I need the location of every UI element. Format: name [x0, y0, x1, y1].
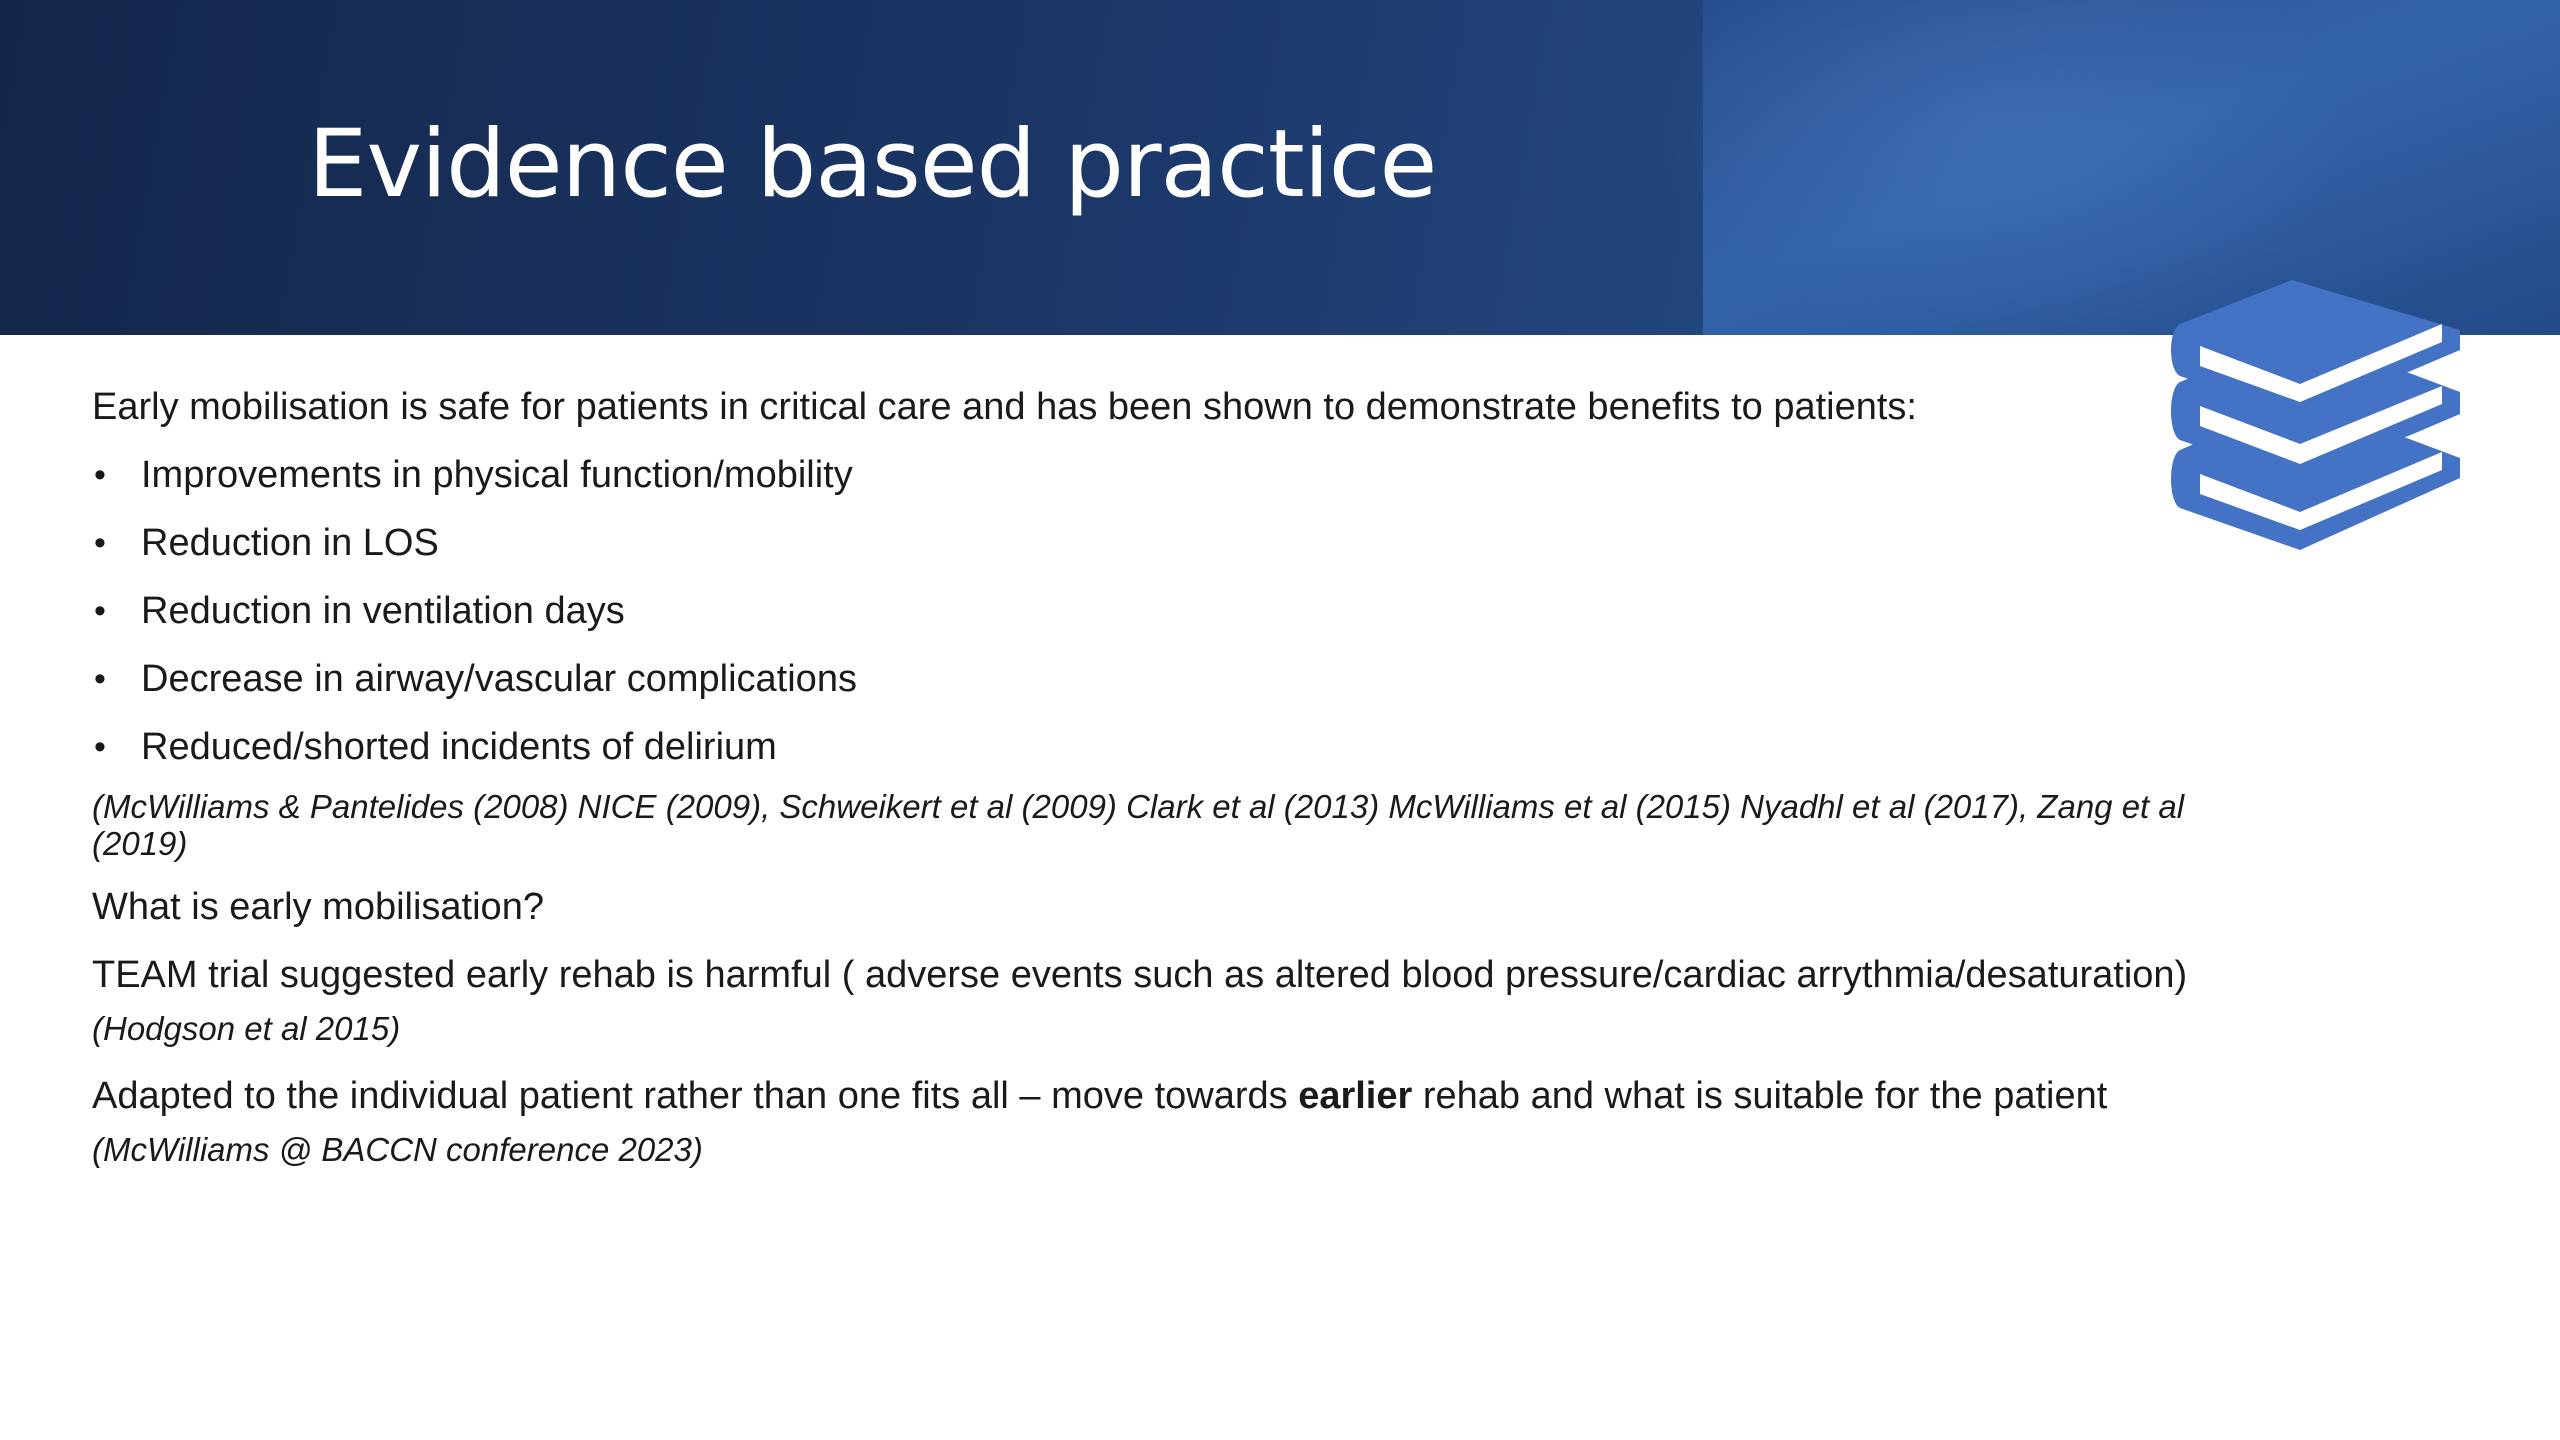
list-item — [92, 720, 2292, 774]
list-item-text: Reduced/shorted incidents of delirium — [141, 726, 777, 768]
bullet-icon: • — [94, 728, 106, 766]
adapted-text-start: Adapted to the individual patient rather than one fits all – move towards — [92, 1075, 1299, 1117]
bullet-icon: • — [94, 592, 106, 630]
slide-body — [92, 380, 2292, 1168]
slide-title: Evidence based practice — [308, 110, 1437, 219]
benefits-list — [92, 448, 2292, 774]
citation-baccn: (McWilliams @ BACCN conference 2023) — [92, 1131, 703, 1168]
list-item-text: Improvements in physical function/mobility — [141, 454, 853, 496]
question-text: What is early mobilisation? — [92, 886, 544, 928]
adapted-text — [92, 1069, 2292, 1123]
list-item — [92, 448, 2292, 502]
list-item — [92, 516, 2292, 570]
team-trial-text: TEAM trial suggested early rehab is harmful ( adverse events such as altered blood pressure/cardiac arrythmia/desaturation) — [92, 954, 2188, 996]
adapted-text-end: rehab and what is suitable for the patient — [1412, 1075, 2108, 1117]
citation-hodgson: (Hodgson et al 2015) — [92, 1010, 401, 1047]
list-item-text: Reduction in ventilation days — [141, 590, 625, 632]
bullet-icon: • — [94, 660, 106, 698]
bullet-icon: • — [94, 456, 106, 494]
bullet-icon: • — [94, 524, 106, 562]
list-item — [92, 652, 2292, 706]
intro-paragraph: Early mobilisation is safe for patients in critical care and has been shown to demonstrate benefits to patients: — [92, 386, 1917, 428]
list-item-text: Reduction in LOS — [141, 522, 439, 564]
citation-references: (McWilliams & Pantelides (2008) NICE (2009), Schweikert et al (2009) Clark et al (2013) McWilliams et al (2015) Nyadhl et al (2017), Zang et al (2019) — [92, 788, 2185, 862]
list-item — [92, 584, 2292, 638]
list-item-text: Decrease in airway/vascular complications — [141, 658, 857, 700]
adapted-text-emphasis: earlier — [1298, 1075, 1413, 1117]
